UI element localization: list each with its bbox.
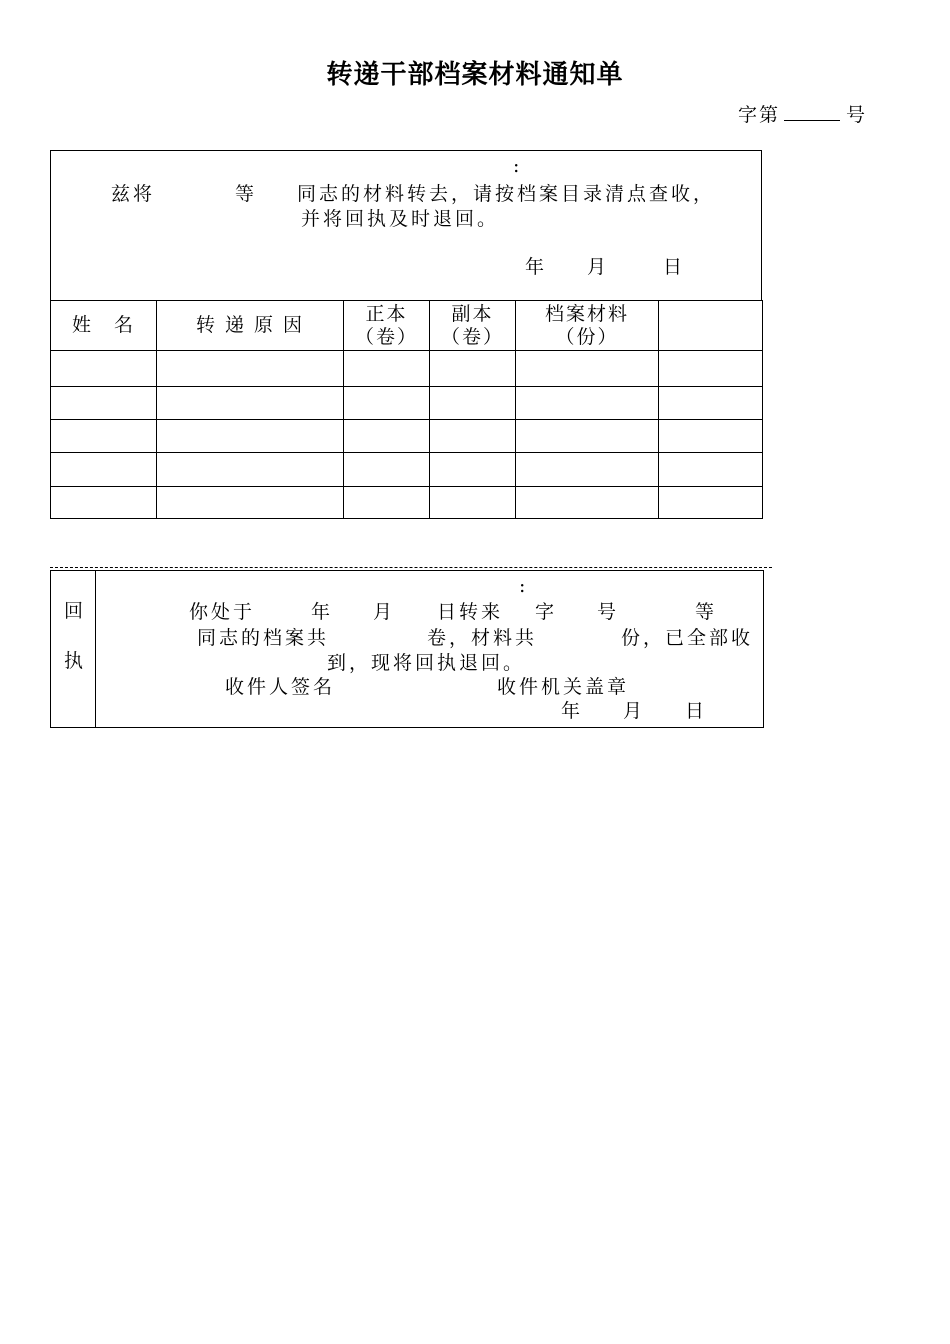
header-reason: 转 递 原 因 — [157, 301, 344, 351]
header-original — [344, 301, 430, 351]
table-row — [51, 487, 763, 519]
table-row — [51, 453, 763, 487]
receipt-day-2: 日 — [685, 700, 708, 722]
receipt-side-char-1: 回 — [64, 600, 84, 622]
cell-reason[interactable] — [157, 453, 344, 487]
cell-reason[interactable] — [157, 420, 344, 453]
table-row — [51, 351, 763, 387]
cell-name[interactable] — [51, 420, 157, 453]
table-header-row — [51, 301, 763, 351]
doc-number-prefix: 字第 — [738, 104, 781, 126]
cell-reason[interactable] — [157, 487, 344, 519]
cell-materials[interactable] — [516, 487, 659, 519]
cell-reason[interactable] — [157, 387, 344, 420]
header-original-label: 正本 — [365, 302, 408, 325]
cell-extra[interactable] — [659, 351, 763, 387]
cell-materials[interactable] — [516, 420, 659, 453]
cell-copy[interactable] — [430, 420, 516, 453]
notice-text-main: 同志的材料转去，请按档案目录清点查收， — [297, 183, 716, 205]
notice-colon: : — [513, 155, 523, 177]
cell-extra[interactable] — [659, 487, 763, 519]
cell-extra[interactable] — [659, 453, 763, 487]
receipt-text-line2-b: 卷，材料共 — [427, 627, 538, 649]
receipt-deng: 等 — [695, 601, 718, 623]
receipt-month-1: 月 — [373, 601, 396, 623]
cell-copy[interactable] — [430, 351, 516, 387]
page-title: 转递干部档案材料通知单 — [326, 60, 624, 90]
notice-text-lead: 兹将 — [111, 183, 156, 205]
receipt-month-2: 月 — [623, 700, 646, 722]
receipt-side-char-2: 执 — [64, 650, 84, 672]
notice-year: 年 — [525, 256, 548, 278]
receipt-signer-label: 收件人签名 — [225, 676, 336, 698]
receipt-zi: 字 — [535, 601, 558, 623]
cell-copy[interactable] — [430, 453, 516, 487]
receipt-day-1: 日转来 — [437, 601, 504, 623]
cut-line — [50, 567, 772, 568]
cell-reason[interactable] — [157, 351, 344, 387]
cell-name[interactable] — [51, 487, 157, 519]
notice-day: 日 — [663, 256, 686, 278]
cell-name[interactable] — [51, 387, 157, 420]
receipt-text-line2-a: 同志的档案共 — [197, 627, 330, 649]
header-copy — [430, 301, 516, 351]
cell-materials[interactable] — [516, 453, 659, 487]
receipt-text-line2-c: 份，已全部收 — [621, 627, 754, 649]
header-materials-label: 档案材料 — [544, 302, 629, 325]
cell-materials[interactable] — [516, 387, 659, 420]
cell-copy[interactable] — [430, 387, 516, 420]
doc-number-blank[interactable] — [784, 102, 840, 121]
doc-number-suffix: 号 — [846, 104, 868, 126]
cell-materials[interactable] — [516, 351, 659, 387]
cell-name[interactable] — [51, 453, 157, 487]
receipt-year-1: 年 — [311, 601, 334, 623]
cell-name[interactable] — [51, 351, 157, 387]
receipt-hao: 号 — [597, 601, 620, 623]
header-materials-unit: （份） — [555, 325, 619, 348]
cell-original[interactable] — [344, 351, 430, 387]
cell-extra[interactable] — [659, 420, 763, 453]
receipt-text-lead: 你处于 — [189, 601, 256, 623]
cell-original[interactable] — [344, 387, 430, 420]
cell-original[interactable] — [344, 453, 430, 487]
receipt-stamp-label: 收件机关盖章 — [497, 676, 630, 698]
header-copy-label: 副本 — [451, 302, 494, 325]
receipt-year-2: 年 — [561, 700, 584, 722]
header-materials — [516, 301, 659, 351]
header-name: 姓 名 — [51, 301, 157, 351]
notice-text-deng: 等 — [235, 183, 258, 205]
notice-text-line2: 并将回执及时退回。 — [301, 208, 500, 230]
cell-original[interactable] — [344, 420, 430, 453]
table-row — [51, 387, 763, 420]
receipt-side-label — [51, 571, 96, 727]
notice-month: 月 — [587, 256, 610, 278]
cell-copy[interactable] — [430, 487, 516, 519]
notice-box — [50, 150, 762, 301]
cell-extra[interactable] — [659, 387, 763, 420]
receipt-box — [50, 570, 764, 728]
receipt-text-line3: 到，现将回执退回。 — [327, 652, 526, 674]
header-copy-unit: （卷） — [440, 325, 504, 348]
table-row — [51, 420, 763, 453]
receipt-colon: : — [519, 575, 529, 597]
cell-original[interactable] — [344, 487, 430, 519]
document-number — [738, 100, 867, 127]
records-table — [50, 300, 763, 519]
header-original-unit: （卷） — [354, 325, 418, 348]
header-extra — [659, 301, 763, 351]
